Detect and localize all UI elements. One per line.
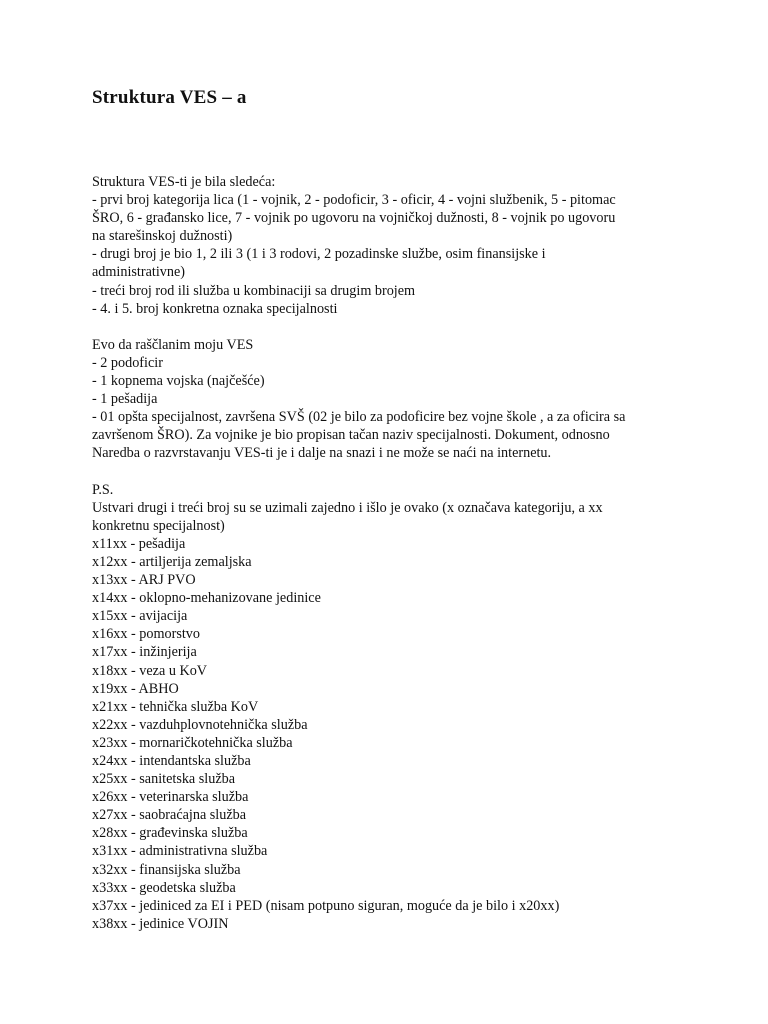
list-item: x37xx - jediniced za EI i PED (nisam potpuno siguran, moguće da je bilo i x20xx) [92,897,560,914]
list-item: x13xx - ARJ PVO [92,572,196,589]
text-line: - 01 opšta specijalnost, završena SVŠ (02 je bilo za podoficire bez vojne škole , a za oficira sa [92,409,626,426]
list-item: x26xx - veterinarska služba [92,789,249,806]
paragraph-ps [92,481,692,933]
list-item: x33xx - geodetska služba [92,879,236,896]
list-item: x28xx - građevinska služba [92,825,248,842]
text-line: - 4. i 5. broj konkretna oznaka specijalnosti [92,300,338,317]
list-item: x25xx - sanitetska služba [92,771,236,788]
text-line: završenom ŠRO). Za vojnike je bio propisan tačan naziv specijalnosti. Dokument, odnosno [92,427,610,444]
text-line: - prvi broj kategorija lica (1 - vojnik, 2 - podoficir, 3 - oficir, 4 - vojni službenik, 5 - pitomac [92,192,616,209]
list-item: x21xx - tehnička služba KoV [92,698,259,715]
list-item: x31xx - administrativna služba [92,843,268,860]
document-body [92,173,692,933]
text-line: administrativne) [92,264,185,281]
text-line: P.S. [92,481,114,498]
list-item: x22xx - vazduhplovnotehnička služba [92,716,308,733]
text-line: Evo da raščlanim moju VES [92,336,254,353]
paragraph-gap [92,318,692,336]
list-item: x27xx - saobraćajna služba [92,807,247,824]
text-line: Naredba o razvrstavanju VES-ti je i dalje na snazi i ne može se naći na internetu. [92,445,552,462]
page-title: Struktura VES – a [92,87,247,108]
list-item: x11xx - pešadija [92,535,186,552]
list-item: x24xx - intendantska služba [92,753,251,769]
list-item: x18xx - veza u KoV [92,662,208,679]
paragraph-example [92,336,692,463]
paragraph-structure [92,173,692,318]
text-line: Struktura VES-ti je bila sledeća: [92,174,276,190]
text-line: Ustvari drugi i treći broj su se uzimali zajedno i išlo je ovako (x označava kategoriju, a xx [92,499,603,516]
text-line: - 1 pešadija [92,391,158,408]
paragraph-gap [92,463,692,481]
text-line: - 2 podoficir [92,354,163,371]
list-item: x17xx - inžinjerija [92,644,197,661]
text-line: konkretnu specijalnost) [92,517,225,534]
text-line: ŠRO, 6 - građansko lice, 7 - vojnik po ugovoru na vojničkoj dužnosti, 8 - vojnik po ugovoru [92,210,616,227]
list-item: x14xx - oklopno-mehanizovane jedinice [92,590,321,607]
list-item: x32xx - finansijska služba [92,861,241,878]
text-line: - treći broj rod ili služba u kombinaciji sa drugim brojem [92,282,416,299]
text-line: na starešinskoj dužnosti) [92,228,233,245]
list-item: x23xx - mornaričkotehnička služba [92,734,293,751]
list-item: x16xx - pomorstvo [92,626,200,643]
text-line: - 1 kopnema vojska (najčešće) [92,373,265,390]
list-item: x38xx - jedinice VOJIN [92,915,229,932]
text-line: - drugi broj je bio 1, 2 ili 3 (1 i 3 rodovi, 2 pozadinske službe, osim finansijske i [92,246,546,263]
list-item: x15xx - avijacija [92,608,188,625]
list-item: x12xx - artiljerija zemaljska [92,553,252,570]
list-item: x19xx - ABHO [92,680,179,697]
